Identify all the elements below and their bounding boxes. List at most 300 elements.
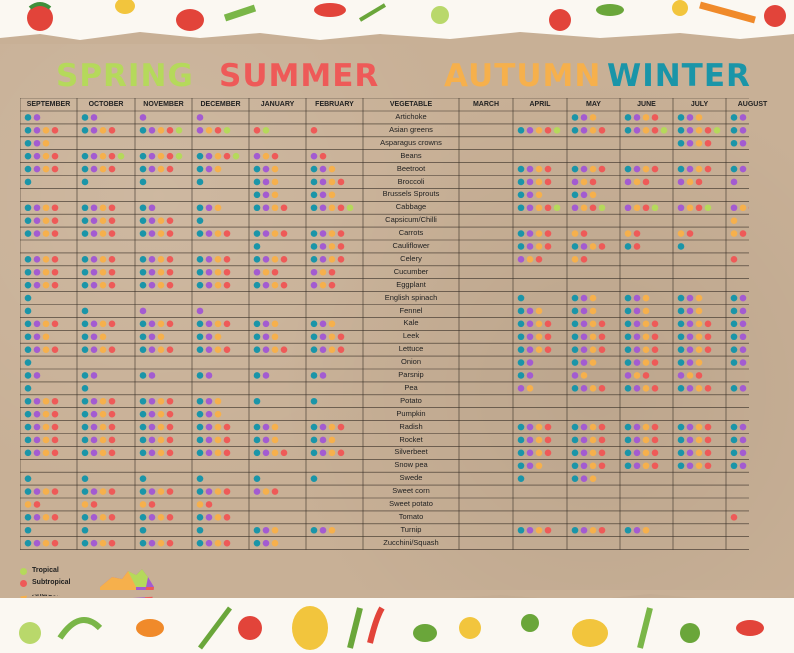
planting-dot [91, 488, 98, 495]
planting-dot [740, 230, 747, 237]
planting-dot [82, 153, 89, 160]
planting-dot [254, 243, 261, 250]
planting-dot [197, 217, 204, 224]
planting-dot [272, 204, 279, 211]
vegetable-label: Carrots [398, 228, 424, 238]
planting-dot [25, 385, 32, 392]
vegetable-label: Zucchini/Squash [383, 537, 439, 547]
planting-dot [167, 230, 174, 237]
planting-dot [52, 424, 59, 431]
planting-dot [34, 114, 41, 121]
planting-dot [206, 372, 213, 379]
planting-dot [599, 321, 606, 328]
planting-dot [696, 295, 703, 302]
planting-dot [731, 346, 738, 353]
planting-dot [43, 488, 50, 495]
planting-dot [100, 230, 107, 237]
planting-dot [696, 321, 703, 328]
planting-dot [91, 256, 98, 263]
planting-dot [687, 372, 694, 379]
planting-dot [311, 230, 318, 237]
planting-dot [329, 346, 336, 353]
month-header: SEPTEMBER [26, 101, 71, 108]
planting-dot [91, 230, 98, 237]
planting-dot [82, 230, 89, 237]
planting-dot [215, 321, 222, 328]
planting-dot [272, 333, 279, 340]
planting-dot [91, 424, 98, 431]
planting-dot [536, 450, 543, 457]
planting-dot [643, 333, 650, 340]
planting-dot [149, 230, 156, 237]
planting-dot [215, 450, 222, 457]
planting-dot [82, 256, 89, 263]
planting-dot [34, 204, 41, 211]
planting-dot [149, 424, 156, 431]
planting-dot [52, 450, 59, 457]
vegetable-label: Sweet potato [389, 499, 433, 508]
planting-dot [224, 540, 231, 547]
planting-dot [731, 437, 738, 444]
planting-dot [320, 153, 327, 160]
planting-dot [599, 385, 606, 392]
planting-dot [272, 321, 279, 328]
planting-dot [634, 333, 641, 340]
planting-dot [197, 179, 204, 186]
planting-dot [536, 192, 543, 199]
planting-dot [254, 321, 261, 328]
vegetable-label: Tomato [398, 511, 424, 521]
planting-dot [149, 282, 156, 289]
planting-dot [109, 514, 116, 521]
planting-dot [206, 204, 213, 211]
planting-dot [527, 192, 534, 199]
planting-dot [545, 204, 552, 211]
planting-dot [140, 372, 147, 379]
planting-dot [634, 127, 641, 134]
planting-dot [572, 385, 579, 392]
planting-dot [634, 372, 641, 379]
planting-dot [740, 308, 747, 315]
planting-dot [518, 295, 525, 302]
planting-dot [206, 269, 213, 276]
planting-dot [581, 179, 588, 186]
planting-dot [52, 217, 59, 224]
planting-dot [140, 540, 147, 547]
planting-dot [82, 385, 89, 392]
planting-dot [263, 230, 270, 237]
planting-dot [43, 398, 50, 405]
planting-dot [311, 372, 318, 379]
vegetable-label: Rocket [399, 434, 423, 444]
planting-dot [347, 204, 354, 211]
planting-dot [590, 127, 597, 134]
planting-dot [545, 424, 552, 431]
planting-dot [167, 153, 174, 160]
planting-dot [634, 179, 641, 186]
planting-dot [554, 127, 561, 134]
planting-dot [140, 114, 147, 121]
vegetable-label: Swede [399, 473, 423, 483]
planting-dot [272, 192, 279, 199]
planting-dot [518, 204, 525, 211]
planting-dot [254, 127, 261, 134]
planting-dot [52, 127, 59, 134]
planting-dot [82, 269, 89, 276]
planting-dot [100, 450, 107, 457]
planting-dot [572, 230, 579, 237]
planting-dot [687, 333, 694, 340]
planting-dot [527, 230, 534, 237]
planting-dot [652, 359, 659, 366]
planting-dot [206, 398, 213, 405]
planting-dot [263, 192, 270, 199]
planting-dot [705, 204, 712, 211]
planting-dot [82, 114, 89, 121]
planting-dot [581, 372, 588, 379]
planting-dot [320, 372, 327, 379]
planting-dot [527, 166, 534, 173]
planting-dot [52, 437, 59, 444]
planting-dot [215, 256, 222, 263]
planting-dot [696, 179, 703, 186]
planting-dot [197, 153, 204, 160]
vegetable-label: Cucumber [393, 266, 429, 276]
planting-dot [687, 230, 694, 237]
planting-dot [696, 359, 703, 366]
legend-label: Tropical [32, 567, 59, 574]
planting-dot [338, 256, 345, 263]
planting-dot [263, 153, 270, 160]
planting-dot [678, 359, 685, 366]
planting-dot [625, 166, 632, 173]
planting-dot [320, 256, 327, 263]
planting-dot [696, 462, 703, 469]
planting-dot [625, 462, 632, 469]
planting-dot [590, 527, 597, 534]
planting-dot [590, 359, 597, 366]
planting-dot [536, 424, 543, 431]
planting-dot [696, 127, 703, 134]
planting-dot [643, 450, 650, 457]
planting-dot [581, 166, 588, 173]
planting-dot [158, 127, 165, 134]
planting-dot [678, 295, 685, 302]
planting-dot [740, 437, 747, 444]
planting-dot [263, 437, 270, 444]
planting-dot [34, 501, 41, 508]
planting-dot [311, 527, 318, 534]
planting-dot [625, 372, 632, 379]
planting-dot [590, 114, 597, 121]
planting-dot [25, 127, 32, 134]
vegetable-label: Potato [400, 395, 422, 405]
planting-dot [100, 437, 107, 444]
planting-dot [109, 166, 116, 173]
planting-dot [320, 437, 327, 444]
planting-dot [599, 450, 606, 457]
planting-dot [581, 243, 588, 250]
planting-dot [254, 372, 261, 379]
planting-dot [43, 437, 50, 444]
planting-dot [206, 540, 213, 547]
planting-dot [43, 346, 50, 353]
planting-dot [206, 346, 213, 353]
planting-dot [25, 424, 32, 431]
planting-dot [254, 153, 261, 160]
planting-dot [281, 204, 288, 211]
planting-dot [652, 204, 659, 211]
planting-dot [25, 217, 32, 224]
planting-dot [176, 153, 183, 160]
planting-dot [687, 127, 694, 134]
planting-dot [320, 321, 327, 328]
planting-dot [254, 398, 261, 405]
planting-dot [329, 282, 336, 289]
planting-dot [311, 398, 318, 405]
planting-dot [167, 411, 174, 418]
planting-dot [687, 346, 694, 353]
planting-dot [731, 256, 738, 263]
season-summer: SUMMER [219, 58, 380, 94]
planting-dot [158, 346, 165, 353]
planting-dot [590, 437, 597, 444]
planting-dot [572, 295, 579, 302]
planting-dot [625, 321, 632, 328]
planting-dot [599, 127, 606, 134]
planting-dot [52, 282, 59, 289]
planting-dot [338, 333, 345, 340]
planting-dot [696, 346, 703, 353]
planting-dot [272, 256, 279, 263]
planting-dot [643, 462, 650, 469]
planting-dot [705, 346, 712, 353]
planting-dot [272, 540, 279, 547]
planting-dot [25, 501, 32, 508]
planting-dot [263, 372, 270, 379]
planting-dot [109, 127, 116, 134]
planting-dot [206, 411, 213, 418]
planting-dot [109, 269, 116, 276]
planting-dot [100, 333, 107, 340]
planting-dot [687, 114, 694, 121]
planting-dot [731, 450, 738, 457]
planting-dot [109, 437, 116, 444]
planting-dot [206, 333, 213, 340]
planting-dot [215, 153, 222, 160]
planting-dot [661, 127, 668, 134]
planting-dot [140, 437, 147, 444]
month-header: DECEMBER [200, 101, 241, 108]
planting-dot [731, 321, 738, 328]
planting-dot [52, 204, 59, 211]
planting-dot [518, 385, 525, 392]
planting-dot [167, 166, 174, 173]
planting-dot [100, 346, 107, 353]
planting-dot [599, 346, 606, 353]
planting-dot [43, 217, 50, 224]
month-header: JULY [690, 101, 709, 108]
planting-dot [572, 243, 579, 250]
planting-dot [197, 308, 204, 315]
planting-dot [272, 282, 279, 289]
planting-dot [572, 475, 579, 482]
planting-dot [34, 372, 41, 379]
planting-dot [652, 424, 659, 431]
planting-dot [91, 501, 98, 508]
planting-dot [158, 166, 165, 173]
planting-dot [34, 217, 41, 224]
planting-dot [740, 359, 747, 366]
planting-dot [590, 179, 597, 186]
month-header: JUNE [637, 101, 656, 108]
planting-dot [140, 411, 147, 418]
planting-dot [43, 204, 50, 211]
planting-dot [43, 514, 50, 521]
planting-dot [272, 230, 279, 237]
planting-dot [224, 282, 231, 289]
planting-dot [320, 230, 327, 237]
planting-dot [100, 153, 107, 160]
planting-dot [52, 256, 59, 263]
planting-dot [687, 295, 694, 302]
planting-dot [197, 540, 204, 547]
planting-dot [25, 346, 32, 353]
planting-dot [572, 179, 579, 186]
planting-dot [281, 230, 288, 237]
planting-dot [197, 514, 204, 521]
planting-dot [572, 437, 579, 444]
planting-dot [82, 333, 89, 340]
planting-dot [43, 166, 50, 173]
planting-dot [254, 166, 261, 173]
vegetable-column-header: VEGETABLE [389, 101, 433, 108]
planting-dot [25, 179, 32, 186]
planting-dot [625, 359, 632, 366]
planting-dot [634, 527, 641, 534]
planting-dot [25, 256, 32, 263]
planting-dot [158, 153, 165, 160]
planting-dot [100, 127, 107, 134]
planting-dot [625, 114, 632, 121]
planting-dot [254, 488, 261, 495]
planting-dot [311, 127, 318, 134]
planting-dot [43, 424, 50, 431]
planting-dot [740, 321, 747, 328]
planting-dot [696, 385, 703, 392]
planting-dot [731, 127, 738, 134]
planting-dot [91, 127, 98, 134]
planting-dot [527, 462, 534, 469]
planting-dot [678, 243, 685, 250]
planting-dot [224, 346, 231, 353]
planting-dot [527, 243, 534, 250]
planting-dot [82, 166, 89, 173]
planting-dot [572, 333, 579, 340]
planting-dot [149, 540, 156, 547]
vegetable-label: Lettuce [398, 344, 424, 354]
planting-dot [140, 424, 147, 431]
planting-dot [581, 450, 588, 457]
planting-dot [100, 282, 107, 289]
planting-dot [140, 501, 147, 508]
planting-dot [536, 462, 543, 469]
planting-dot [197, 346, 204, 353]
bottom-vegetable-border [0, 598, 794, 653]
planting-dot [82, 346, 89, 353]
planting-dot [545, 333, 552, 340]
planting-dot [311, 437, 318, 444]
planting-dot [527, 372, 534, 379]
planting-dot [254, 346, 261, 353]
planting-dot [215, 282, 222, 289]
vegetable-label: Capsicum/Chilli [385, 215, 437, 225]
planting-dot [109, 282, 116, 289]
planting-dot [34, 127, 41, 134]
planting-dot [224, 424, 231, 431]
planting-dot [25, 540, 32, 547]
planting-dot [43, 450, 50, 457]
planting-dot [678, 230, 685, 237]
planting-dot [678, 333, 685, 340]
planting-dot [311, 243, 318, 250]
planting-dot [272, 527, 279, 534]
planting-dot [91, 321, 98, 328]
planting-dot [272, 179, 279, 186]
planting-dot [518, 462, 525, 469]
planting-dot [158, 398, 165, 405]
planting-dot [140, 514, 147, 521]
planting-dot [109, 450, 116, 457]
planting-dot [158, 450, 165, 457]
planting-dot [320, 282, 327, 289]
planting-dot [320, 450, 327, 457]
planting-dot [338, 179, 345, 186]
planting-dot [643, 321, 650, 328]
planting-dot [206, 282, 213, 289]
planting-dot [206, 230, 213, 237]
planting-dot [329, 527, 336, 534]
planting-dot [634, 437, 641, 444]
vegetable-label: Asparagus crowns [380, 137, 442, 147]
planting-dot [254, 527, 261, 534]
planting-dot [224, 256, 231, 263]
planting-dot [740, 127, 747, 134]
planting-dot [643, 114, 650, 121]
planting-dot [731, 295, 738, 302]
planting-dot [254, 179, 261, 186]
planting-dot [705, 385, 712, 392]
planting-dot [320, 243, 327, 250]
planting-dot [311, 204, 318, 211]
planting-dot [652, 114, 659, 121]
planting-dot [687, 308, 694, 315]
planting-dot [687, 424, 694, 431]
planting-dot [581, 204, 588, 211]
vegetable-label: Pumpkin [396, 408, 426, 418]
planting-dot [149, 217, 156, 224]
planting-dot [109, 230, 116, 237]
planting-dot [34, 269, 41, 276]
planting-dot [158, 411, 165, 418]
planting-dot [206, 153, 213, 160]
planting-dot [740, 385, 747, 392]
vegetable-label: Kale [403, 318, 419, 328]
planting-dot [731, 333, 738, 340]
planting-dot [272, 488, 279, 495]
vegetable-label: English spinach [384, 292, 438, 302]
planting-dot [518, 424, 525, 431]
